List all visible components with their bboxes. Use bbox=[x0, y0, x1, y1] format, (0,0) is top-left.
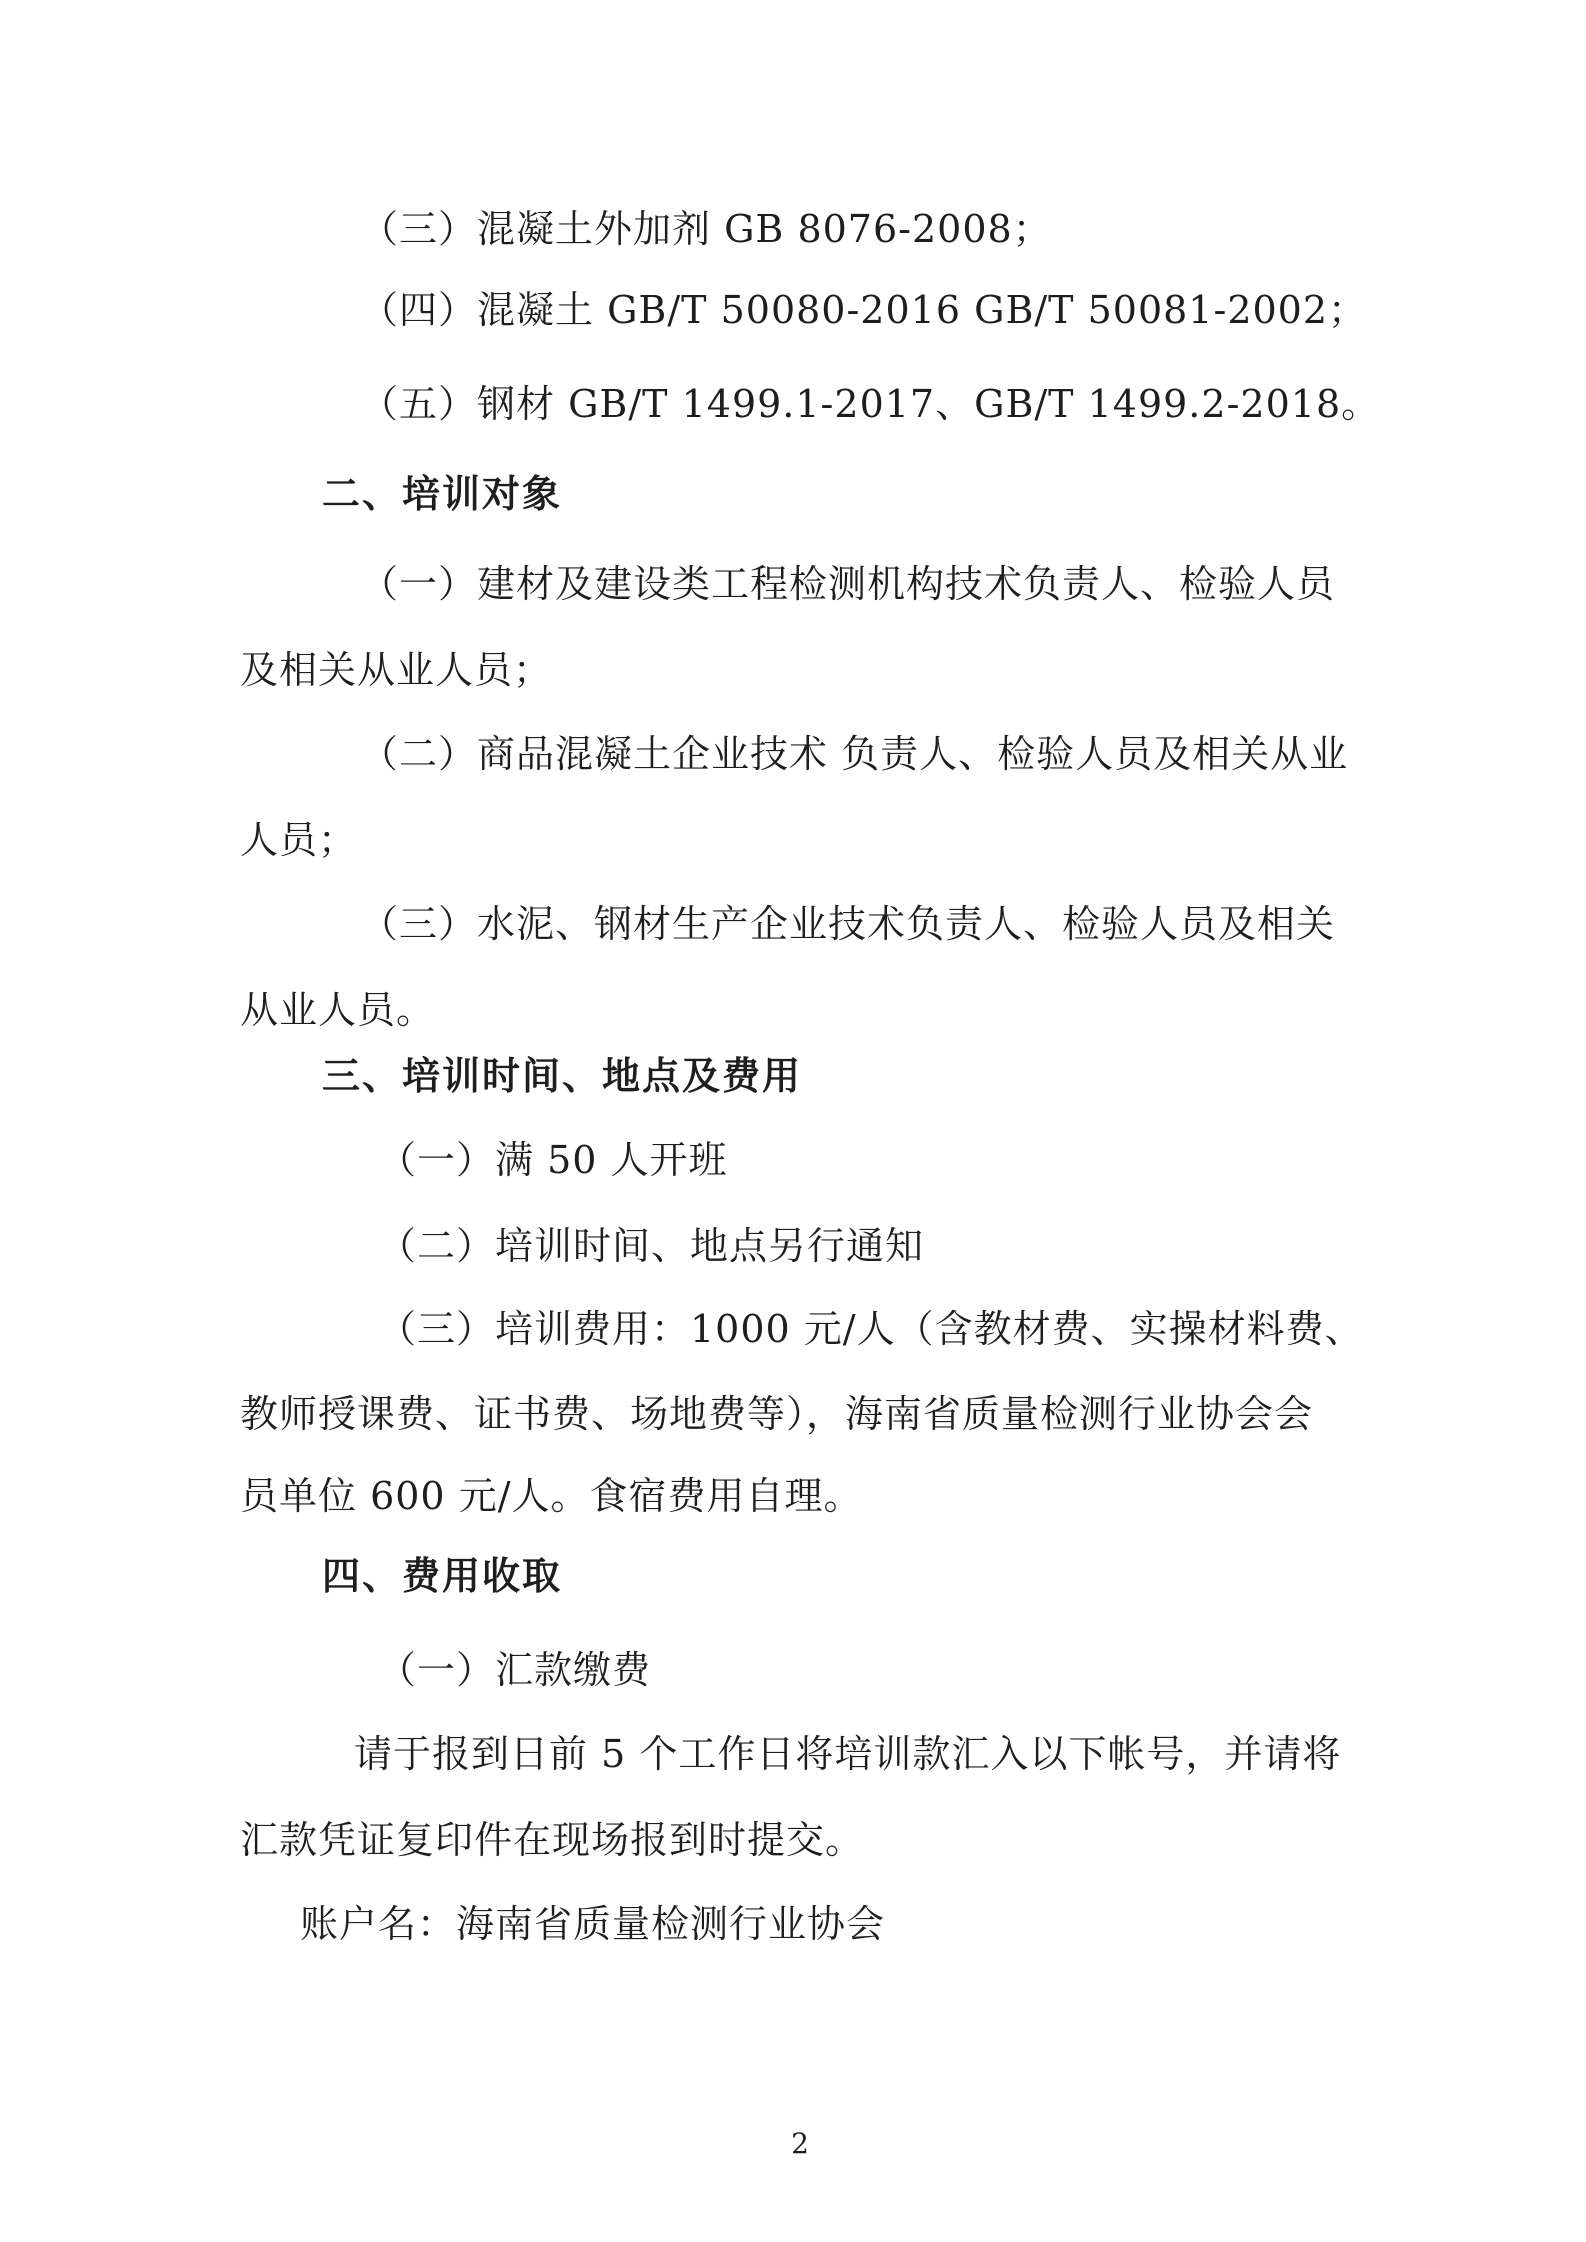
section3-item2: （二）培训时间、地点另行通知 bbox=[378, 1224, 925, 1268]
section2-item2-line1: （二）商品混凝土企业技术 负责人、检验人员及相关从业 bbox=[360, 732, 1349, 776]
section3-item3-line1: （三）培训费用：1000 元/人（含教材费、实操材料费、 bbox=[378, 1307, 1364, 1351]
section1-item4: （四）混凝土 GB/T 50080-2016 GB/T 50081-2002； bbox=[360, 288, 1368, 332]
section4-item1: （一）汇款缴费 bbox=[378, 1648, 652, 1692]
section2-heading: 二、培训对象 bbox=[322, 472, 563, 516]
section4-para-line1: 请于报到日前 5 个工作日将培训款汇入以下帐号，并请将 bbox=[354, 1732, 1342, 1776]
section3-item3-line2: 教师授课费、证书费、场地费等），海南省质量检测行业协会会 bbox=[240, 1392, 1314, 1436]
section1-item5: （五）钢材 GB/T 1499.1-2017、GB/T 1499.2-2018。 bbox=[360, 382, 1381, 426]
section3-item1: （一）满 50 人开班 bbox=[378, 1138, 728, 1182]
section3-item3-line3: 员单位 600 元/人。食宿费用自理。 bbox=[240, 1474, 863, 1518]
section2-item1-line1: （一）建材及建设类工程检测机构技术负责人、检验人员 bbox=[360, 562, 1336, 606]
section4-para-line2: 汇款凭证复印件在现场报到时提交。 bbox=[240, 1818, 865, 1862]
section2-item1-line2: 及相关从业人员； bbox=[240, 648, 553, 692]
section4-heading: 四、费用收取 bbox=[322, 1554, 563, 1598]
page-number: 2 bbox=[791, 2127, 809, 2160]
section1-item3: （三）混凝土外加剂 GB 8076-2008； bbox=[360, 207, 1052, 251]
section3-heading: 三、培训时间、地点及费用 bbox=[322, 1054, 803, 1098]
section2-item2-line2: 人员； bbox=[240, 818, 358, 862]
section2-item3-line1: （三）水泥、钢材生产企业技术负责人、检验人员及相关 bbox=[360, 902, 1336, 946]
section2-item3-line2: 从业人员。 bbox=[240, 988, 436, 1032]
account-name: 账户名：海南省质量检测行业协会 bbox=[300, 1902, 886, 1946]
